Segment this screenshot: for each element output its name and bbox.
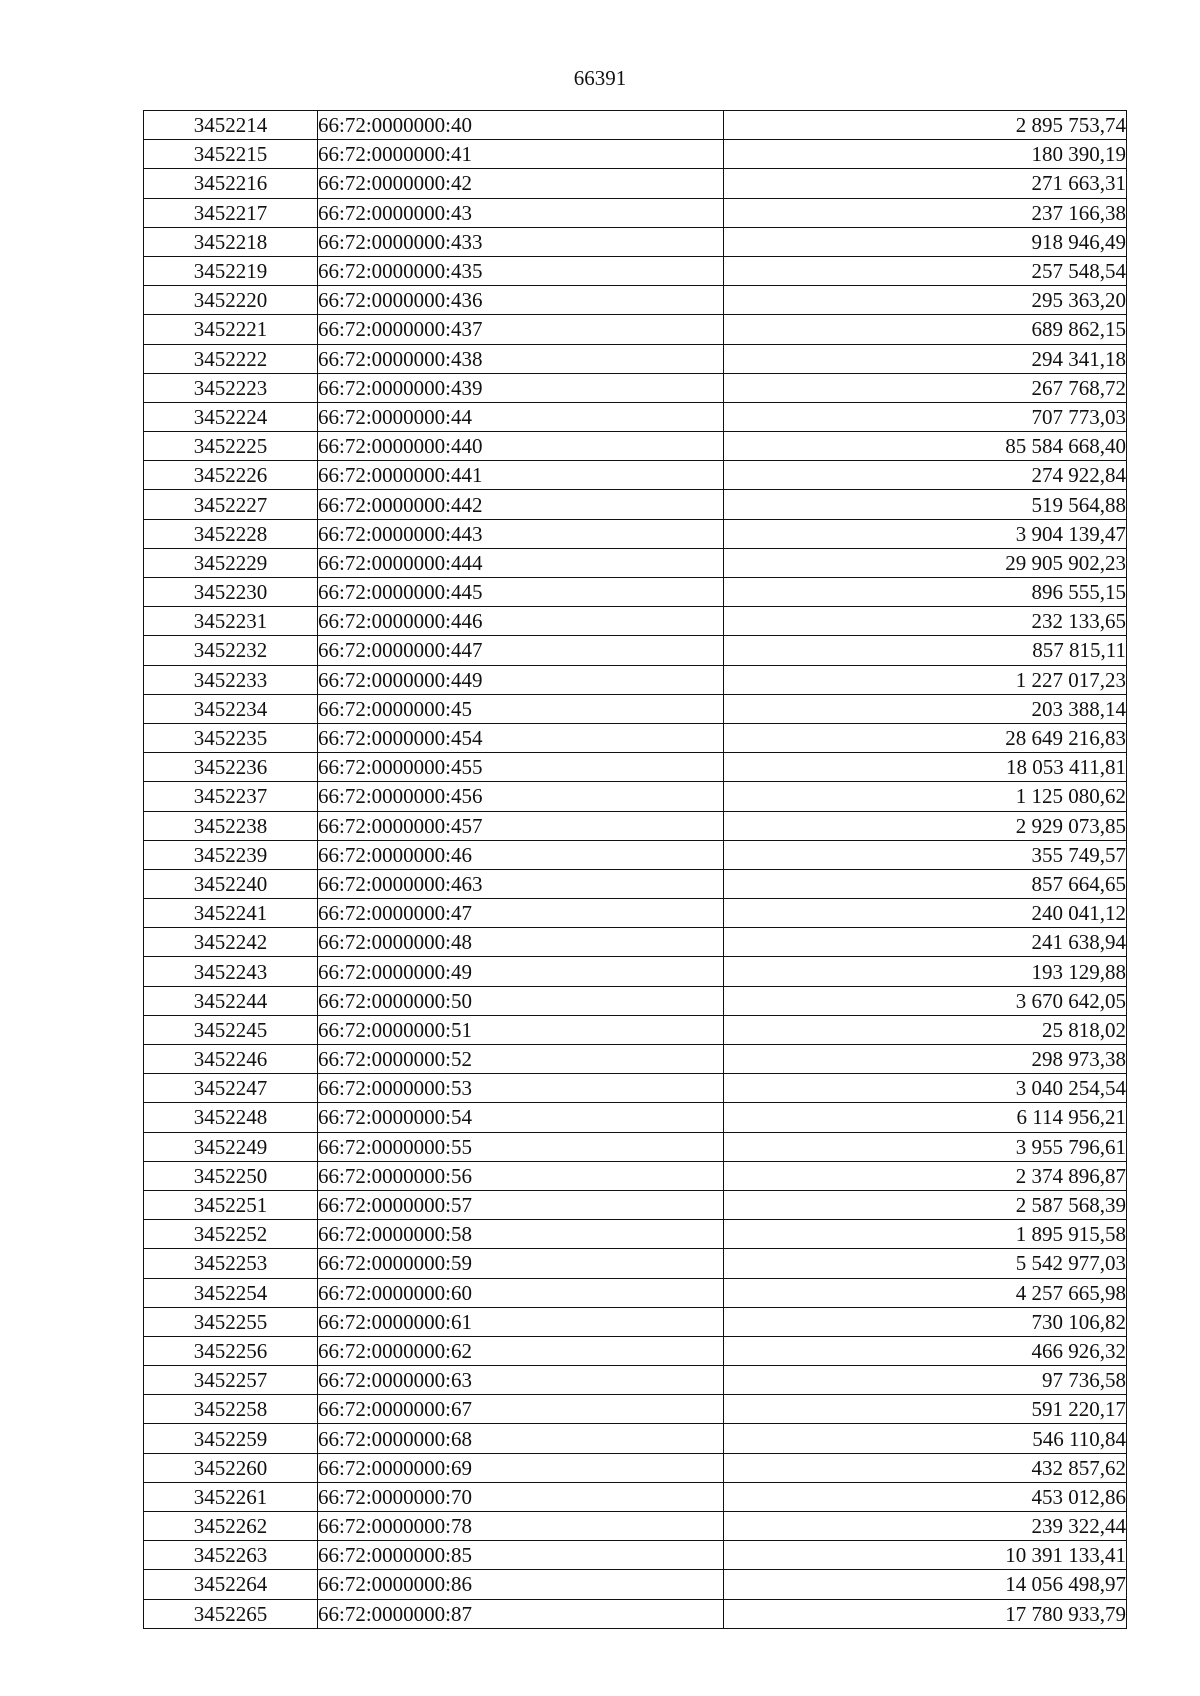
cadastral-number-cell: 66:72:0000000:444 bbox=[318, 548, 724, 577]
table-row bbox=[144, 548, 1127, 577]
table-row bbox=[144, 286, 1127, 315]
cadastral-number-cell: 66:72:0000000:455 bbox=[318, 753, 724, 782]
row-number-cell: 3452265 bbox=[144, 1599, 318, 1628]
row-number-cell: 3452224 bbox=[144, 402, 318, 431]
cadastral-number-cell: 66:72:0000000:55 bbox=[318, 1132, 724, 1161]
cadastral-number-cell: 66:72:0000000:68 bbox=[318, 1424, 724, 1453]
row-number-cell: 3452225 bbox=[144, 432, 318, 461]
cadastral-value-cell: 203 388,14 bbox=[724, 694, 1127, 723]
cadastral-number-cell: 66:72:0000000:44 bbox=[318, 402, 724, 431]
cadastral-number-cell: 66:72:0000000:435 bbox=[318, 256, 724, 285]
row-number-cell: 3452259 bbox=[144, 1424, 318, 1453]
row-number-cell: 3452256 bbox=[144, 1336, 318, 1365]
row-number-cell: 3452232 bbox=[144, 636, 318, 665]
row-number-cell: 3452253 bbox=[144, 1249, 318, 1278]
table-row bbox=[144, 140, 1127, 169]
row-number-cell: 3452221 bbox=[144, 315, 318, 344]
table-row bbox=[144, 665, 1127, 694]
page-number: 66391 bbox=[573, 66, 627, 90]
row-number-cell: 3452252 bbox=[144, 1220, 318, 1249]
cadastral-number-cell: 66:72:0000000:58 bbox=[318, 1220, 724, 1249]
table-row bbox=[144, 315, 1127, 344]
table-row bbox=[144, 1103, 1127, 1132]
cadastral-value-cell: 2 895 753,74 bbox=[724, 111, 1127, 140]
row-number-cell: 3452223 bbox=[144, 373, 318, 402]
table-row bbox=[144, 578, 1127, 607]
table-row bbox=[144, 1278, 1127, 1307]
table-row bbox=[144, 402, 1127, 431]
table-row bbox=[144, 1541, 1127, 1570]
row-number-cell: 3452247 bbox=[144, 1074, 318, 1103]
table-row bbox=[144, 811, 1127, 840]
cadastral-number-cell: 66:72:0000000:433 bbox=[318, 227, 724, 256]
cadastral-value-cell: 85 584 668,40 bbox=[724, 432, 1127, 461]
row-number-cell: 3452260 bbox=[144, 1453, 318, 1482]
cadastral-number-cell: 66:72:0000000:48 bbox=[318, 928, 724, 957]
cadastral-number-cell: 66:72:0000000:45 bbox=[318, 694, 724, 723]
cadastral-value-cell: 6 114 956,21 bbox=[724, 1103, 1127, 1132]
table-row bbox=[144, 928, 1127, 957]
row-number-cell: 3452241 bbox=[144, 899, 318, 928]
row-number-cell: 3452244 bbox=[144, 986, 318, 1015]
table-row bbox=[144, 899, 1127, 928]
cadastral-value-cell: 2 587 568,39 bbox=[724, 1190, 1127, 1219]
cadastral-value-cell: 3 040 254,54 bbox=[724, 1074, 1127, 1103]
table-row bbox=[144, 198, 1127, 227]
cadastral-number-cell: 66:72:0000000:57 bbox=[318, 1190, 724, 1219]
cadastral-value-cell: 689 862,15 bbox=[724, 315, 1127, 344]
cadastral-number-cell: 66:72:0000000:436 bbox=[318, 286, 724, 315]
table-row bbox=[144, 1015, 1127, 1044]
cadastral-value-cell: 298 973,38 bbox=[724, 1045, 1127, 1074]
cadastral-number-cell: 66:72:0000000:463 bbox=[318, 869, 724, 898]
cadastral-number-cell: 66:72:0000000:43 bbox=[318, 198, 724, 227]
cadastral-value-cell: 546 110,84 bbox=[724, 1424, 1127, 1453]
registry-table-body bbox=[144, 111, 1127, 1629]
table-row bbox=[144, 782, 1127, 811]
cadastral-number-cell: 66:72:0000000:63 bbox=[318, 1366, 724, 1395]
table-row bbox=[144, 519, 1127, 548]
cadastral-value-cell: 10 391 133,41 bbox=[724, 1541, 1127, 1570]
row-number-cell: 3452214 bbox=[144, 111, 318, 140]
cadastral-number-cell: 66:72:0000000:442 bbox=[318, 490, 724, 519]
cadastral-value-cell: 28 649 216,83 bbox=[724, 723, 1127, 752]
cadastral-number-cell: 66:72:0000000:61 bbox=[318, 1307, 724, 1336]
cadastral-number-cell: 66:72:0000000:59 bbox=[318, 1249, 724, 1278]
cadastral-value-cell: 4 257 665,98 bbox=[724, 1278, 1127, 1307]
table-row bbox=[144, 111, 1127, 140]
cadastral-number-cell: 66:72:0000000:40 bbox=[318, 111, 724, 140]
table-row bbox=[144, 753, 1127, 782]
cadastral-value-cell: 519 564,88 bbox=[724, 490, 1127, 519]
table-row bbox=[144, 1249, 1127, 1278]
cadastral-number-cell: 66:72:0000000:47 bbox=[318, 899, 724, 928]
table-row bbox=[144, 1395, 1127, 1424]
table-row bbox=[144, 636, 1127, 665]
table-row bbox=[144, 1599, 1127, 1628]
table-row bbox=[144, 957, 1127, 986]
cadastral-value-cell: 267 768,72 bbox=[724, 373, 1127, 402]
table-row bbox=[144, 1045, 1127, 1074]
cadastral-value-cell: 3 904 139,47 bbox=[724, 519, 1127, 548]
cadastral-number-cell: 66:72:0000000:52 bbox=[318, 1045, 724, 1074]
cadastral-value-cell: 239 322,44 bbox=[724, 1512, 1127, 1541]
row-number-cell: 3452262 bbox=[144, 1512, 318, 1541]
row-number-cell: 3452243 bbox=[144, 957, 318, 986]
cadastral-number-cell: 66:72:0000000:46 bbox=[318, 840, 724, 869]
row-number-cell: 3452228 bbox=[144, 519, 318, 548]
cadastral-value-cell: 29 905 902,23 bbox=[724, 548, 1127, 577]
row-number-cell: 3452230 bbox=[144, 578, 318, 607]
cadastral-value-cell: 295 363,20 bbox=[724, 286, 1127, 315]
cadastral-number-cell: 66:72:0000000:438 bbox=[318, 344, 724, 373]
cadastral-number-cell: 66:72:0000000:86 bbox=[318, 1570, 724, 1599]
row-number-cell: 3452257 bbox=[144, 1366, 318, 1395]
cadastral-value-cell: 257 548,54 bbox=[724, 256, 1127, 285]
table-row bbox=[144, 1366, 1127, 1395]
row-number-cell: 3452218 bbox=[144, 227, 318, 256]
row-number-cell: 3452233 bbox=[144, 665, 318, 694]
cadastral-value-cell: 3 955 796,61 bbox=[724, 1132, 1127, 1161]
cadastral-value-cell: 294 341,18 bbox=[724, 344, 1127, 373]
row-number-cell: 3452264 bbox=[144, 1570, 318, 1599]
table-row bbox=[144, 1132, 1127, 1161]
table-row bbox=[144, 256, 1127, 285]
cadastral-value-cell: 25 818,02 bbox=[724, 1015, 1127, 1044]
row-number-cell: 3452220 bbox=[144, 286, 318, 315]
cadastral-number-cell: 66:72:0000000:54 bbox=[318, 1103, 724, 1132]
table-row bbox=[144, 1336, 1127, 1365]
table-row bbox=[144, 986, 1127, 1015]
row-number-cell: 3452236 bbox=[144, 753, 318, 782]
row-number-cell: 3452226 bbox=[144, 461, 318, 490]
cadastral-number-cell: 66:72:0000000:443 bbox=[318, 519, 724, 548]
table-row bbox=[144, 694, 1127, 723]
cadastral-number-cell: 66:72:0000000:50 bbox=[318, 986, 724, 1015]
cadastral-number-cell: 66:72:0000000:53 bbox=[318, 1074, 724, 1103]
table-row bbox=[144, 461, 1127, 490]
cadastral-number-cell: 66:72:0000000:67 bbox=[318, 1395, 724, 1424]
cadastral-number-cell: 66:72:0000000:41 bbox=[318, 140, 724, 169]
row-number-cell: 3452227 bbox=[144, 490, 318, 519]
row-number-cell: 3452250 bbox=[144, 1161, 318, 1190]
cadastral-value-cell: 180 390,19 bbox=[724, 140, 1127, 169]
table-row bbox=[144, 607, 1127, 636]
cadastral-number-cell: 66:72:0000000:62 bbox=[318, 1336, 724, 1365]
table-row bbox=[144, 1512, 1127, 1541]
row-number-cell: 3452235 bbox=[144, 723, 318, 752]
table-row bbox=[144, 1074, 1127, 1103]
row-number-cell: 3452245 bbox=[144, 1015, 318, 1044]
cadastral-value-cell: 918 946,49 bbox=[724, 227, 1127, 256]
cadastral-value-cell: 14 056 498,97 bbox=[724, 1570, 1127, 1599]
table-row bbox=[144, 1307, 1127, 1336]
row-number-cell: 3452216 bbox=[144, 169, 318, 198]
cadastral-number-cell: 66:72:0000000:70 bbox=[318, 1482, 724, 1511]
cadastral-value-cell: 240 041,12 bbox=[724, 899, 1127, 928]
registry-table bbox=[143, 110, 1127, 1629]
cadastral-number-cell: 66:72:0000000:78 bbox=[318, 1512, 724, 1541]
cadastral-value-cell: 707 773,03 bbox=[724, 402, 1127, 431]
table-row bbox=[144, 1570, 1127, 1599]
cadastral-value-cell: 237 166,38 bbox=[724, 198, 1127, 227]
row-number-cell: 3452263 bbox=[144, 1541, 318, 1570]
cadastral-number-cell: 66:72:0000000:51 bbox=[318, 1015, 724, 1044]
cadastral-value-cell: 274 922,84 bbox=[724, 461, 1127, 490]
table-row bbox=[144, 840, 1127, 869]
cadastral-value-cell: 857 664,65 bbox=[724, 869, 1127, 898]
row-number-cell: 3452237 bbox=[144, 782, 318, 811]
cadastral-number-cell: 66:72:0000000:447 bbox=[318, 636, 724, 665]
cadastral-value-cell: 896 555,15 bbox=[724, 578, 1127, 607]
cadastral-number-cell: 66:72:0000000:457 bbox=[318, 811, 724, 840]
row-number-cell: 3452249 bbox=[144, 1132, 318, 1161]
cadastral-number-cell: 66:72:0000000:60 bbox=[318, 1278, 724, 1307]
table-row bbox=[144, 723, 1127, 752]
row-number-cell: 3452240 bbox=[144, 869, 318, 898]
table-row bbox=[144, 227, 1127, 256]
cadastral-number-cell: 66:72:0000000:49 bbox=[318, 957, 724, 986]
row-number-cell: 3452261 bbox=[144, 1482, 318, 1511]
row-number-cell: 3452231 bbox=[144, 607, 318, 636]
cadastral-value-cell: 1 227 017,23 bbox=[724, 665, 1127, 694]
row-number-cell: 3452229 bbox=[144, 548, 318, 577]
cadastral-value-cell: 97 736,58 bbox=[724, 1366, 1127, 1395]
cadastral-number-cell: 66:72:0000000:456 bbox=[318, 782, 724, 811]
cadastral-value-cell: 355 749,57 bbox=[724, 840, 1127, 869]
cadastral-value-cell: 432 857,62 bbox=[724, 1453, 1127, 1482]
cadastral-value-cell: 1 125 080,62 bbox=[724, 782, 1127, 811]
table-row bbox=[144, 1482, 1127, 1511]
row-number-cell: 3452242 bbox=[144, 928, 318, 957]
cadastral-value-cell: 17 780 933,79 bbox=[724, 1599, 1127, 1628]
cadastral-number-cell: 66:72:0000000:440 bbox=[318, 432, 724, 461]
cadastral-value-cell: 18 053 411,81 bbox=[724, 753, 1127, 782]
cadastral-value-cell: 193 129,88 bbox=[724, 957, 1127, 986]
row-number-cell: 3452234 bbox=[144, 694, 318, 723]
row-number-cell: 3452251 bbox=[144, 1190, 318, 1219]
cadastral-value-cell: 3 670 642,05 bbox=[724, 986, 1127, 1015]
cadastral-value-cell: 271 663,31 bbox=[724, 169, 1127, 198]
cadastral-value-cell: 453 012,86 bbox=[724, 1482, 1127, 1511]
row-number-cell: 3452254 bbox=[144, 1278, 318, 1307]
cadastral-value-cell: 241 638,94 bbox=[724, 928, 1127, 957]
row-number-cell: 3452215 bbox=[144, 140, 318, 169]
table-row bbox=[144, 432, 1127, 461]
cadastral-value-cell: 591 220,17 bbox=[724, 1395, 1127, 1424]
cadastral-value-cell: 2 929 073,85 bbox=[724, 811, 1127, 840]
cadastral-value-cell: 5 542 977,03 bbox=[724, 1249, 1127, 1278]
cadastral-number-cell: 66:72:0000000:439 bbox=[318, 373, 724, 402]
cadastral-value-cell: 466 926,32 bbox=[724, 1336, 1127, 1365]
cadastral-value-cell: 1 895 915,58 bbox=[724, 1220, 1127, 1249]
cadastral-number-cell: 66:72:0000000:42 bbox=[318, 169, 724, 198]
row-number-cell: 3452222 bbox=[144, 344, 318, 373]
cadastral-number-cell: 66:72:0000000:454 bbox=[318, 723, 724, 752]
table-row bbox=[144, 869, 1127, 898]
cadastral-number-cell: 66:72:0000000:441 bbox=[318, 461, 724, 490]
row-number-cell: 3452246 bbox=[144, 1045, 318, 1074]
table-row bbox=[144, 344, 1127, 373]
table-row bbox=[144, 373, 1127, 402]
table-row bbox=[144, 1453, 1127, 1482]
cadastral-number-cell: 66:72:0000000:446 bbox=[318, 607, 724, 636]
cadastral-number-cell: 66:72:0000000:449 bbox=[318, 665, 724, 694]
cadastral-number-cell: 66:72:0000000:56 bbox=[318, 1161, 724, 1190]
cadastral-value-cell: 730 106,82 bbox=[724, 1307, 1127, 1336]
table-row bbox=[144, 1220, 1127, 1249]
row-number-cell: 3452217 bbox=[144, 198, 318, 227]
cadastral-number-cell: 66:72:0000000:445 bbox=[318, 578, 724, 607]
cadastral-number-cell: 66:72:0000000:85 bbox=[318, 1541, 724, 1570]
table-row bbox=[144, 169, 1127, 198]
row-number-cell: 3452238 bbox=[144, 811, 318, 840]
row-number-cell: 3452255 bbox=[144, 1307, 318, 1336]
row-number-cell: 3452248 bbox=[144, 1103, 318, 1132]
table-row bbox=[144, 1161, 1127, 1190]
row-number-cell: 3452258 bbox=[144, 1395, 318, 1424]
cadastral-value-cell: 857 815,11 bbox=[724, 636, 1127, 665]
row-number-cell: 3452219 bbox=[144, 256, 318, 285]
cadastral-number-cell: 66:72:0000000:437 bbox=[318, 315, 724, 344]
table-row bbox=[144, 490, 1127, 519]
table-row bbox=[144, 1190, 1127, 1219]
table-row bbox=[144, 1424, 1127, 1453]
cadastral-value-cell: 232 133,65 bbox=[724, 607, 1127, 636]
row-number-cell: 3452239 bbox=[144, 840, 318, 869]
cadastral-value-cell: 2 374 896,87 bbox=[724, 1161, 1127, 1190]
cadastral-number-cell: 66:72:0000000:69 bbox=[318, 1453, 724, 1482]
cadastral-number-cell: 66:72:0000000:87 bbox=[318, 1599, 724, 1628]
